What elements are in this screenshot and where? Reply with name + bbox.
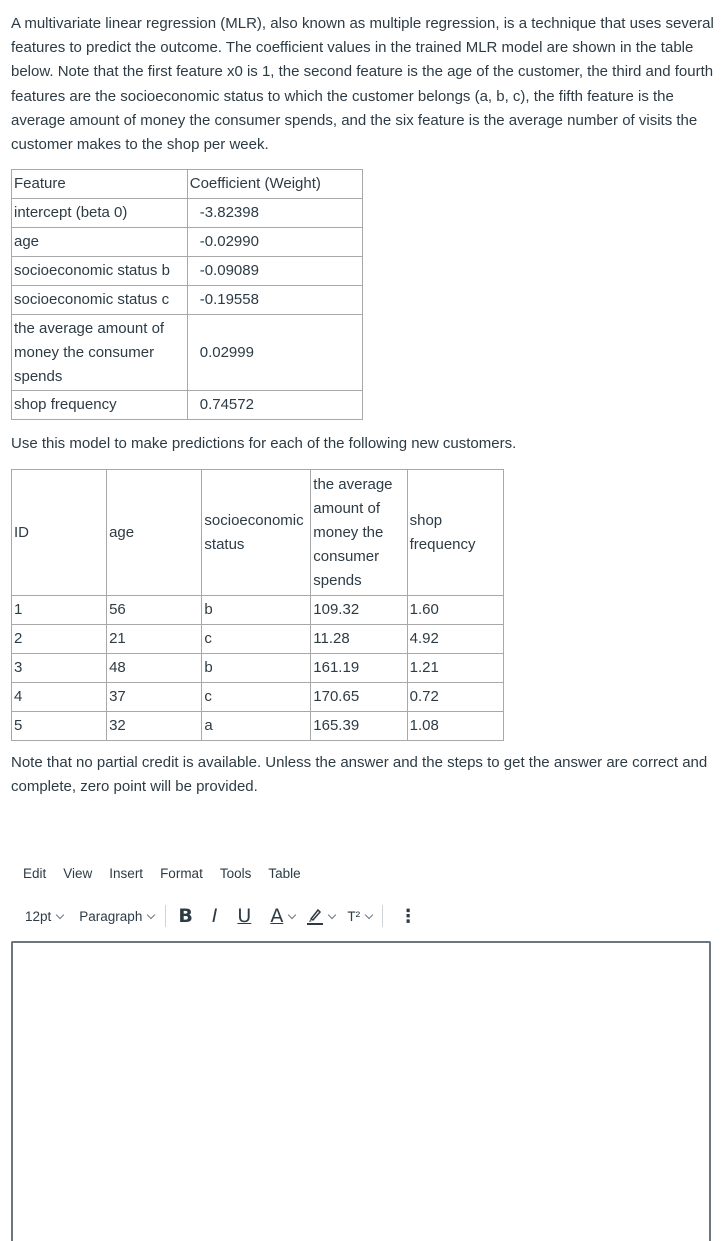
frequency-cell: 4.92: [407, 625, 503, 654]
status-cell: b: [202, 596, 311, 625]
grading-note: Note that no partial credit is available. Unless the answer and the steps to get the answer are correct and complete, zero point will be provided.: [11, 754, 708, 796]
customer-table: [11, 469, 504, 741]
feature-cell: shop frequency: [12, 391, 188, 420]
block-format-value: Paragraph: [79, 908, 143, 924]
frequency-cell: 1.21: [407, 654, 503, 683]
table-row: [12, 596, 504, 625]
id-cell: 3: [12, 654, 107, 683]
age-cell: 48: [107, 654, 202, 683]
table-header-row: [12, 470, 504, 596]
header-coefficient: Coefficient (Weight): [187, 170, 362, 199]
status-cell: b: [202, 654, 311, 683]
coefficient-cell: -3.82398: [187, 199, 362, 228]
status-cell: a: [202, 712, 311, 741]
menu-view[interactable]: View: [63, 866, 93, 881]
table-header-row: [12, 170, 363, 199]
chevron-down-icon: [56, 910, 64, 918]
highlighter-icon: [307, 907, 323, 925]
menu-insert[interactable]: Insert: [109, 866, 144, 881]
feature-cell: the average amount of money the consumer spends: [12, 315, 188, 391]
status-cell: c: [202, 683, 311, 712]
table-row: [12, 683, 504, 712]
superscript-dropdown[interactable]: [347, 909, 372, 924]
text-color-dropdown[interactable]: [270, 905, 295, 927]
instruction-text: Use this model to make predictions for each of the following new customers.: [11, 435, 517, 452]
table-row: [12, 625, 504, 654]
table-row: [12, 199, 363, 228]
coefficient-table: [11, 169, 363, 420]
coefficient-cell: -0.09089: [187, 257, 362, 286]
more-options-icon[interactable]: ⋮: [399, 905, 418, 926]
spend-cell: 11.28: [311, 625, 407, 654]
id-cell: 4: [12, 683, 107, 712]
chevron-down-icon: [147, 910, 155, 918]
age-cell: 21: [107, 625, 202, 654]
highlight-color-dropdown[interactable]: [307, 907, 335, 925]
table-row: [12, 712, 504, 741]
spend-cell: 170.65: [311, 683, 407, 712]
feature-cell: socioeconomic status b: [12, 257, 188, 286]
age-cell: 37: [107, 683, 202, 712]
superscript-icon: T²: [347, 908, 361, 924]
id-cell: 5: [12, 712, 107, 741]
table-row: [12, 257, 363, 286]
age-cell: 32: [107, 712, 202, 741]
header-feature: Feature: [12, 170, 188, 199]
editor-menubar: [23, 866, 318, 881]
menu-format[interactable]: Format: [160, 866, 203, 881]
spend-cell: 109.32: [311, 596, 407, 625]
coefficient-cell: 0.02999: [187, 315, 362, 391]
table-row: [12, 286, 363, 315]
header-average-spend: the average amount of money the consumer spends: [311, 470, 407, 596]
spend-cell: 161.19: [311, 654, 407, 683]
feature-cell: intercept (beta 0): [12, 199, 188, 228]
table-row: [12, 228, 363, 257]
font-size-dropdown[interactable]: [25, 909, 63, 924]
frequency-cell: 1.60: [407, 596, 503, 625]
menu-edit[interactable]: Edit: [23, 866, 47, 881]
chevron-down-icon: [365, 910, 373, 918]
block-format-dropdown[interactable]: [79, 909, 154, 924]
feature-cell: socioeconomic status c: [12, 286, 188, 315]
id-cell: 1: [12, 596, 107, 625]
coefficient-cell: -0.02990: [187, 228, 362, 257]
id-cell: 2: [12, 625, 107, 654]
header-socioeconomic-status: socioeconomic status: [202, 470, 311, 596]
editor-toolbar: [25, 902, 417, 930]
frequency-cell: 1.08: [407, 712, 503, 741]
coefficient-cell: 0.74572: [187, 391, 362, 420]
toolbar-divider: [165, 905, 166, 927]
status-cell: c: [202, 625, 311, 654]
question-intro: A multivariate linear regression (MLR), also known as multiple regression, is a technique that uses several features to predict the outcome. The coefficient values in the trained MLR model are shown in the table below. Note that the first feature x0 is 1, the second feature is the age of the customer, the third and fourth features are the socioeconomic status to which the customer belongs (a, b, c), the fifth feature is the average amount of money the consumer spends, and the six feature is the average number of visits the customer makes to the shop per week.: [11, 15, 714, 154]
age-cell: 56: [107, 596, 202, 625]
menu-tools[interactable]: Tools: [219, 866, 252, 881]
header-age: age: [107, 470, 202, 596]
header-id: ID: [12, 470, 107, 596]
bold-button[interactable]: B: [178, 905, 193, 927]
table-row: [12, 315, 363, 391]
header-shop-frequency: shop frequency: [407, 470, 503, 596]
coefficient-cell: -0.19558: [187, 286, 362, 315]
chevron-down-icon: [328, 910, 336, 918]
feature-cell: age: [12, 228, 188, 257]
underline-button[interactable]: U: [237, 905, 252, 927]
italic-button[interactable]: I: [211, 905, 218, 927]
answer-editor[interactable]: [11, 941, 711, 1241]
menu-table[interactable]: Table: [268, 866, 301, 881]
table-row: [12, 391, 363, 420]
toolbar-divider: [382, 905, 383, 927]
font-size-value: 12pt: [25, 908, 52, 924]
chevron-down-icon: [288, 910, 296, 918]
spend-cell: 165.39: [311, 712, 407, 741]
frequency-cell: 0.72: [407, 683, 503, 712]
table-row: [12, 654, 504, 683]
text-color-icon: A: [270, 905, 284, 927]
